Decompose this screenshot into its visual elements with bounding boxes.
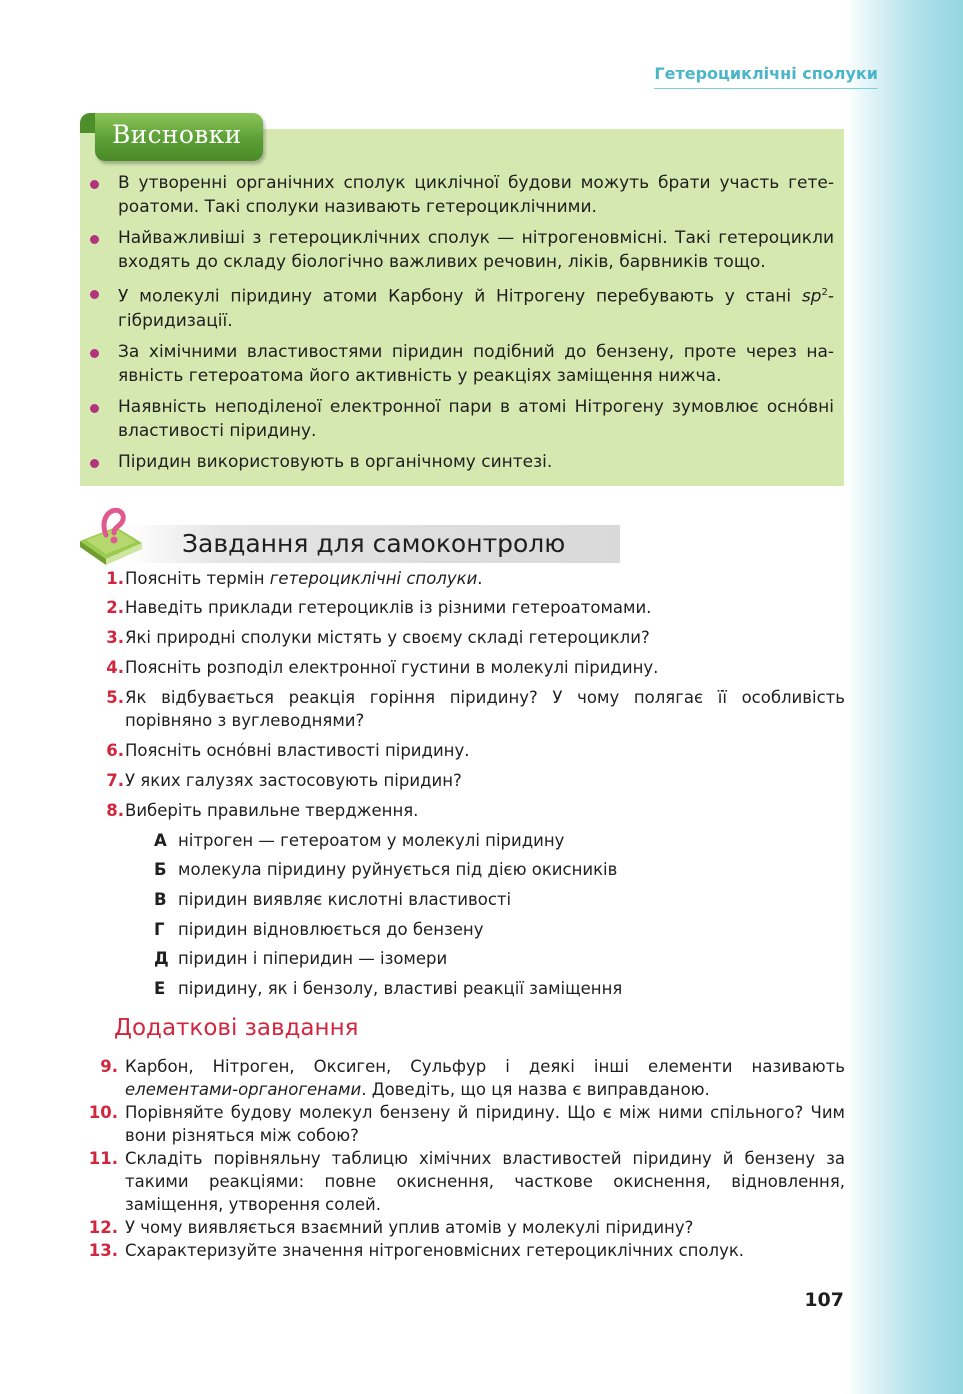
bullet-icon [90,235,99,244]
question-book-icon [76,505,146,569]
conclusion-item: Піридин використовують в органічному синтезі. [118,450,834,474]
bullet-icon [90,459,99,468]
answer-option: Е піридину, як і бензолу, властиві реакції заміщення [154,979,623,998]
answer-option: В піридин виявляє кислотні властивості [154,890,512,909]
bullet-icon [90,404,99,413]
answer-option: А нітроген — гетероатом у молекулі піридину [154,831,565,850]
bullet-icon [90,180,99,189]
conclusion-item: Найважливіші з гетероциклічних сполук — нітрогеновмісні. Такі гетероцикли входять до складу біологічно важливих речовин, ліків, барвників тощо. [118,226,834,274]
self-control-title: Завдання для самоконтролю [182,529,566,558]
bullet-icon [90,349,99,358]
conclusions-list [118,171,834,481]
additional-tasks-title: Додаткові завдання [114,1015,359,1041]
running-head: Гетероциклічні сполуки [654,64,878,89]
conclusion-item: Наявність неподіленої електронної пари в атомі Нітрогену зумовлює осно́вні властивості піридину. [118,395,834,443]
answer-option: Д піридин і піперидин — ізомери [154,949,448,968]
page-number: 107 [804,1289,844,1311]
conclusion-item: В утворенні органічних сполук циклічної будови можуть брати участь гетероатоми. Такі сполуки називають гетероциклічними. [118,171,834,219]
answer-option: Г піридин відновлюється до бензену [154,920,484,939]
conclusion-item: За хімічними властивостями піридин подібний до бензену, проте через наявність гетероатома його активність у реакціях заміщення нижча. [118,340,834,388]
conclusion-item: У молекулі піридину атоми Карбону й Нітрогену перебувають у стані $sp^2$-гібридизації. [118,281,834,333]
answer-option: Б молекула піридину руйнується під дією окисників [154,860,618,879]
conclusions-title: Висновки [112,120,242,149]
bullet-icon [90,290,99,299]
side-color-strip [845,0,963,1394]
